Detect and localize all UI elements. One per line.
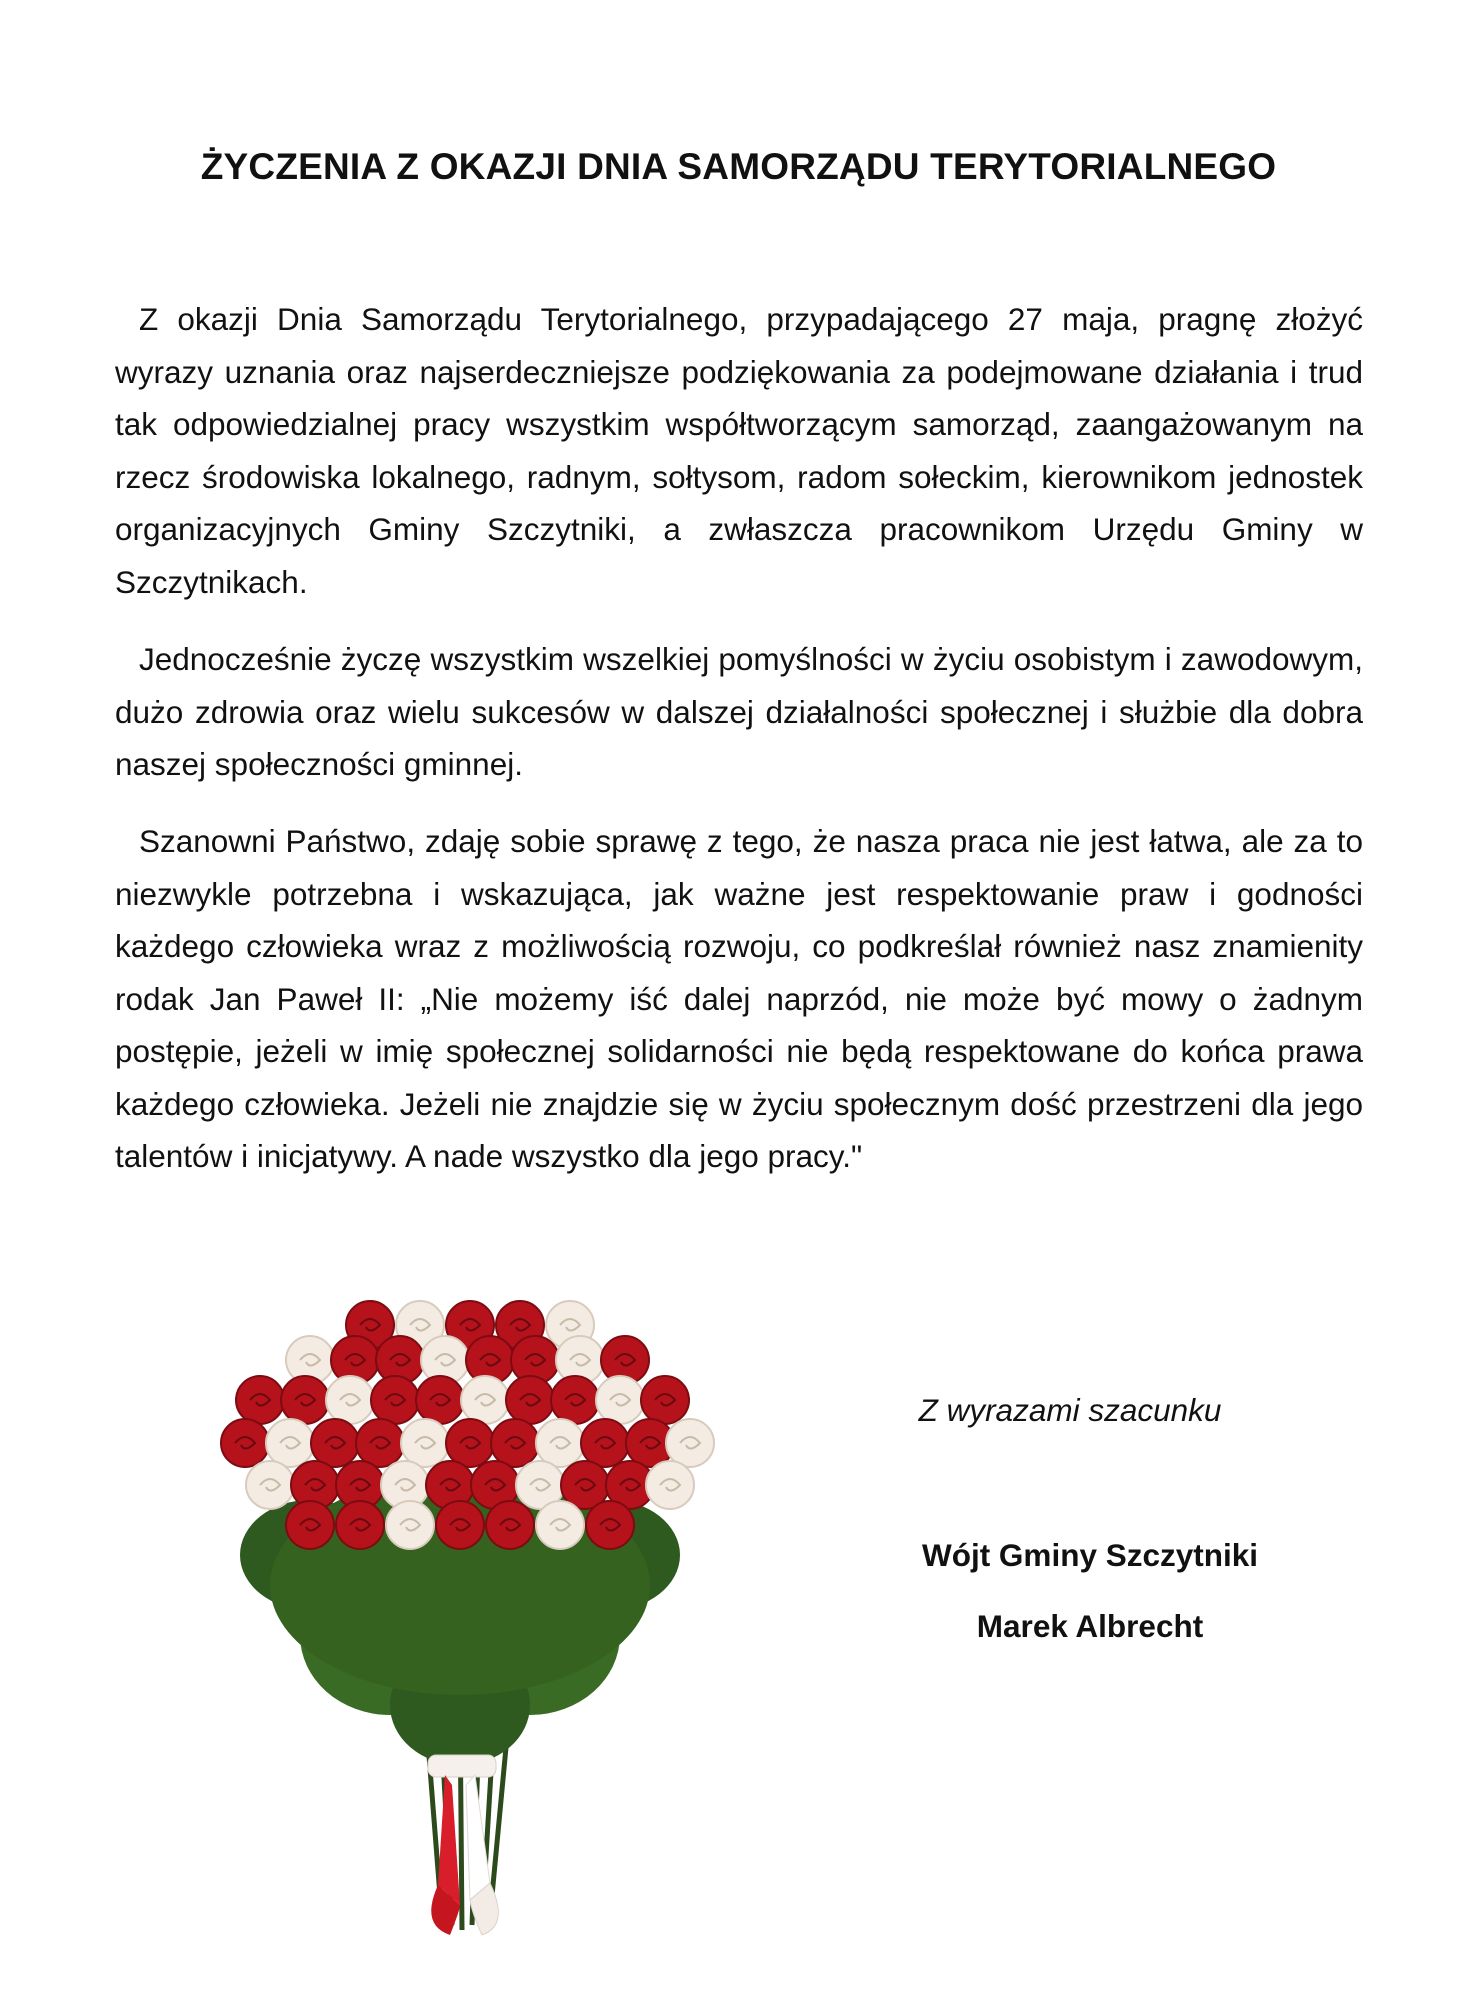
- white-rose: [646, 1461, 694, 1509]
- red-rose: [506, 1376, 554, 1424]
- paragraph-3: Szanowni Państwo, zdaję sobie sprawę z tego, że nasza praca nie jest łatwa, ale za to niezwykle potrzebna i wskazująca, jak ważne jest respektowanie praw i godności każdego człowieka wraz z możliwością rozwoju, co podkreślał również nasz znamienity rodak Jan Paweł II: „Nie możemy iść dalej naprzód, nie może być mowy o żadnym postępie, jeżeli w imię społecznej solidarności nie będą respektowane do końca prawa każdego człowieka. Jeżeli nie znajdzie się w życiu społecznym dość przestrzeni dla jego talentów i inicjatywy. A nade wszystko dla jego pracy.": [115, 823, 1363, 1174]
- red-rose: [486, 1501, 534, 1549]
- paragraph-1: Z okazji Dnia Samorządu Terytorialnego, przypadającego 27 maja, pragnę złożyć wyrazy uznania oraz najserdeczniejsze podziękowania za podejmowane działania i trud tak odpowiedzialnej pracy wszystkim współtworzącym samorząd, zaangażowanym na rzecz środowiska lokalnego, radnym, sołtysom, radom sołeckim, kierownikom jednostek organizacyjnych Gminy Szczytniki, a zwłaszcza pracownikom Urzędu Gminy w Szczytnikach.: [115, 301, 1363, 600]
- white-rose: [596, 1376, 644, 1424]
- red-rose: [311, 1419, 359, 1467]
- white-rose: [536, 1419, 584, 1467]
- red-rose: [356, 1419, 404, 1467]
- red-rose: [416, 1376, 464, 1424]
- closing-text: Z wyrazami szacunku: [918, 1392, 1222, 1428]
- white-rose: [666, 1419, 714, 1467]
- signatory-role: Wójt Gminy Szczytniki: [921, 1537, 1259, 1573]
- rose-bouquet-icon: [190, 1285, 750, 1945]
- white-rose: [536, 1501, 584, 1549]
- white-rose: [326, 1376, 374, 1424]
- signatory-name: Marek Albrecht: [976, 1608, 1204, 1644]
- red-rose: [436, 1501, 484, 1549]
- white-rose: [386, 1501, 434, 1549]
- red-rose: [236, 1376, 284, 1424]
- red-rose: [371, 1376, 419, 1424]
- red-rose: [221, 1419, 269, 1467]
- paragraph-2: Jednocześnie życzę wszystkim wszelkiej pomyślności w życiu osobistym i zawodowym, dużo zdrowia oraz wielu sukcesów w dalszej działalności społecznej i służbie dla dobra naszej społeczności gminnej.: [115, 641, 1363, 782]
- white-rose: [461, 1376, 509, 1424]
- red-rose: [336, 1501, 384, 1549]
- page-title: ŻYCZENIA Z OKAZJI DNIA SAMORZĄDU TERYTORIALNEGO: [200, 146, 1277, 187]
- white-rose: [266, 1419, 314, 1467]
- white-rose: [246, 1461, 294, 1509]
- red-rose: [641, 1376, 689, 1424]
- red-rose: [286, 1501, 334, 1549]
- red-rose: [281, 1376, 329, 1424]
- red-rose: [586, 1501, 634, 1549]
- red-rose: [491, 1419, 539, 1467]
- white-rose: [401, 1419, 449, 1467]
- red-rose: [581, 1419, 629, 1467]
- red-rose: [551, 1376, 599, 1424]
- red-rose: [446, 1419, 494, 1467]
